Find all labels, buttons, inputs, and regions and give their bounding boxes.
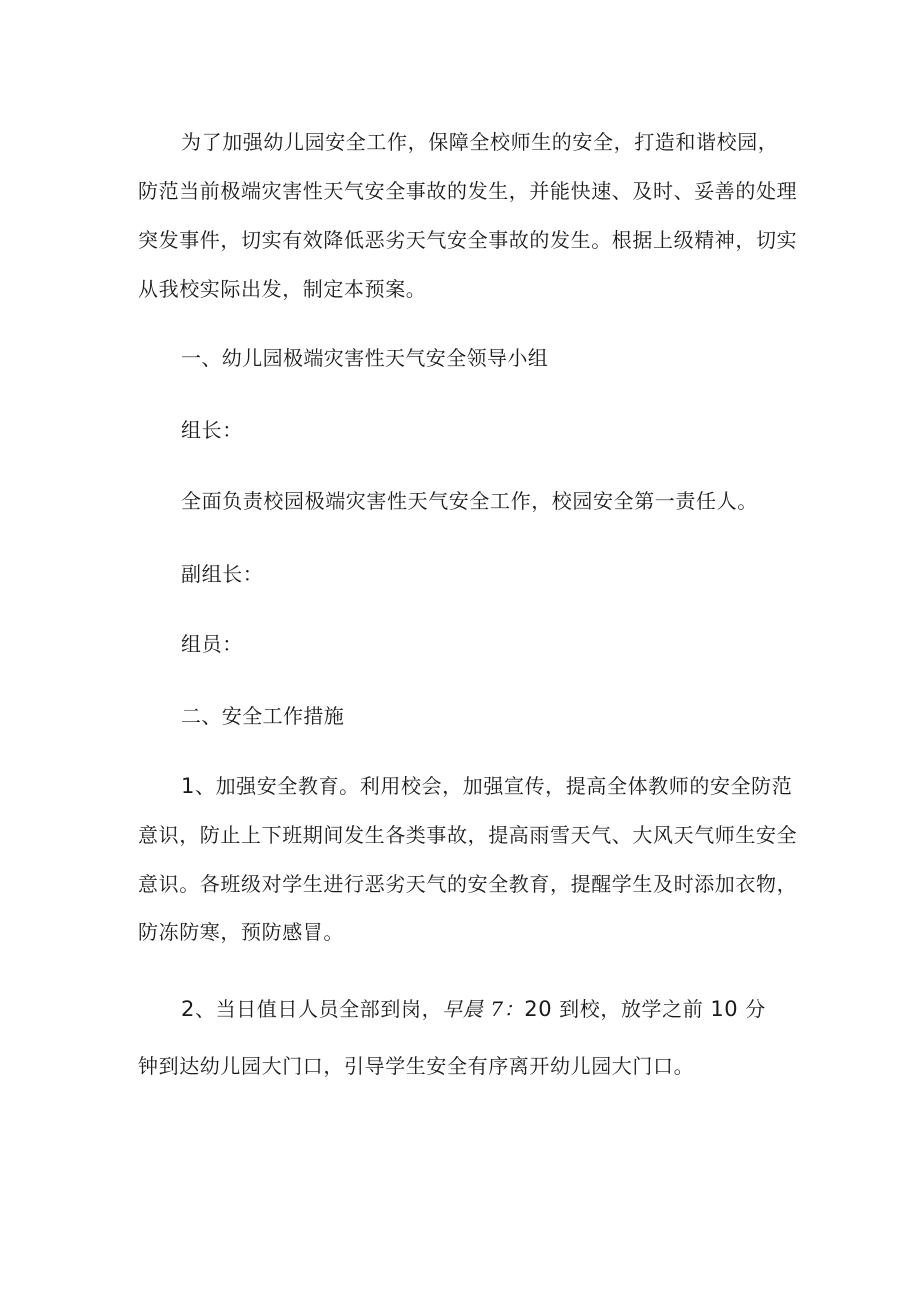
- deputy-label: 副组长：: [181, 562, 264, 586]
- item-1-text: 、加强安全教育。利用校会，加强宣传，提高全体教师的安全防范: [194, 774, 793, 798]
- item-2-minutes-before: 10: [710, 997, 739, 1021]
- member-label: 组员：: [181, 632, 243, 656]
- intro-line-4: 从我校实际出发，制定本预案。: [138, 277, 427, 301]
- item-1-number: 1: [181, 774, 195, 798]
- item-2-line-2: 钟到达幼儿园大门口，引导学生安全有序离开幼儿园大门口。: [138, 1054, 695, 1078]
- item-2-time-minutes: 20: [524, 997, 553, 1021]
- item-2-line-1: [181, 995, 766, 1023]
- leader-duty: 全面负责校园极端灾害性天气安全工作，校园安全第一责任人。: [181, 489, 758, 513]
- item-1-line-3: 意识。各班级对学生进行恶劣天气的安全教育，提醒学生及时添加衣物，: [138, 872, 798, 896]
- intro-line-1: 为了加强幼儿园安全工作，保障全校师生的安全，打造和谐校园，: [181, 130, 779, 154]
- item-1-line-2: 意识，防止上下班期间发生各类事故，提高雨雪天气、大风天气师生安全: [138, 823, 798, 847]
- item-1-line-1: [181, 772, 792, 800]
- item-2-number: 2: [181, 997, 195, 1021]
- leader-label: 组长：: [181, 418, 243, 442]
- item-2-text-a: 、当日值日人员全部到岗，: [194, 997, 443, 1021]
- item-1-line-4: 防冻防寒，预防感冒。: [138, 920, 344, 944]
- item-2-text-f: 分: [738, 997, 766, 1021]
- intro-line-2: 防范当前极端灾害性天气安全事故的发生，并能快速、及时、妥善的处理: [138, 179, 798, 203]
- intro-line-3: 突发事件，切实有效降低恶劣天气安全事故的发生。根据上级精神，切实: [138, 228, 798, 252]
- section-2-heading: 二、安全工作措施: [181, 704, 345, 728]
- section-1-heading: 一、幼儿园极端灾害性天气安全领导小组: [181, 346, 549, 370]
- item-2-text-d: 到校，放学之前: [552, 997, 711, 1021]
- item-2-text-b: 早晨 7：: [442, 997, 525, 1021]
